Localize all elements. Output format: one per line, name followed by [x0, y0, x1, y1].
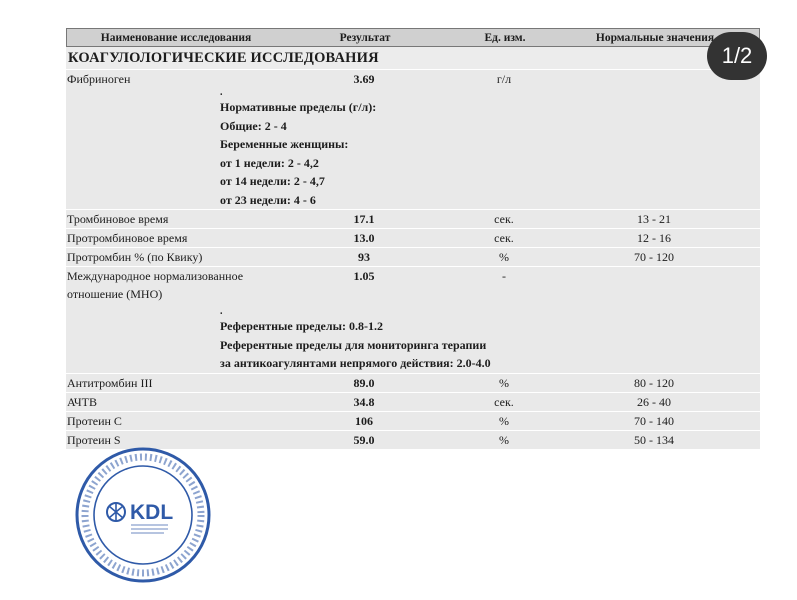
test-norm: 80 - 120	[634, 375, 674, 390]
test-value: 89.0	[353, 375, 375, 390]
test-unit: г/л	[496, 72, 512, 86]
table-row	[66, 70, 760, 88]
test-unit: %	[499, 250, 509, 264]
test-value: 17.1	[353, 212, 375, 226]
inr-block	[66, 267, 760, 373]
stamp-logo-text: KDL	[130, 501, 174, 524]
test-unit: %	[499, 413, 509, 428]
test-norm: 70 - 140	[634, 413, 674, 428]
test-norm: 50 - 134	[634, 432, 674, 447]
test-value: 1.05	[353, 269, 375, 283]
test-unit: сек.	[494, 231, 514, 245]
table-row	[66, 248, 760, 266]
table-row	[66, 374, 760, 392]
test-name: Международное нормализованное отношение (МНО)	[67, 269, 244, 301]
test-norm	[564, 267, 744, 303]
header-unit: Ед. изм.	[484, 31, 526, 44]
table-row	[66, 267, 760, 303]
note-line: за антикоагулянтами непрямого действия: 2.0-4.0	[220, 356, 491, 370]
note-dot: .	[220, 306, 223, 317]
test-name: Протромбиновое время	[67, 231, 188, 245]
test-name: Протеин S	[67, 432, 121, 447]
note-line: Беременные женщины:	[220, 137, 349, 151]
table-row	[66, 210, 760, 228]
stamp-subtitle-lines	[131, 525, 168, 533]
section-title: КОАГУЛОЛОГИЧЕСКИЕ ИССЛЕДОВАНИЯ	[66, 47, 760, 69]
note-line: Референтные пределы для мониторинга терапии	[220, 337, 487, 352]
table-header	[66, 28, 760, 47]
test-value: 3.69	[353, 72, 375, 86]
test-value: 34.8	[353, 394, 375, 409]
note-line: от 23 недели: 4 - 6	[220, 192, 316, 207]
test-norm: 70 - 120	[634, 250, 674, 264]
kdl-logo-icon	[107, 503, 125, 521]
test-unit: %	[499, 375, 509, 390]
test-value: 106	[355, 413, 373, 428]
inr-notes	[66, 317, 760, 373]
test-unit: %	[499, 432, 509, 447]
test-name: АЧТВ	[67, 394, 97, 409]
test-value: 93	[358, 250, 370, 264]
header-name: Наименование исследования	[100, 31, 252, 44]
test-norm: 13 - 21	[637, 212, 671, 226]
test-name: Протеин С	[67, 413, 122, 428]
table-row	[66, 229, 760, 247]
table-row	[66, 412, 760, 430]
note-line: Общие: 2 - 4	[220, 118, 287, 133]
note-line: от 14 недели: 2 - 4,7	[220, 174, 325, 188]
note-dot: .	[220, 87, 223, 98]
fibrinogen-block	[66, 70, 760, 209]
test-name: Тромбиновое время	[67, 212, 169, 226]
table-row	[66, 393, 760, 411]
lab-seal-stamp	[64, 440, 222, 590]
test-name: Антитромбин III	[67, 375, 153, 390]
test-unit: сек.	[494, 394, 514, 409]
test-name: Протромбин % (по Квику)	[67, 250, 203, 264]
header-norm: Нормальные значения	[595, 31, 715, 44]
note-line: Референтные пределы: 0.8-1.2	[220, 319, 383, 333]
test-norm: 12 - 16	[637, 231, 671, 245]
note-line: от 1 недели: 2 - 4,2	[220, 155, 319, 170]
test-value: 13.0	[353, 231, 375, 245]
test-norm: 26 - 40	[637, 394, 671, 409]
note-line: Нормативные пределы (г/л):	[220, 100, 377, 114]
fibrinogen-notes	[66, 98, 760, 209]
header-result: Результат	[339, 31, 391, 44]
test-unit: -	[502, 269, 506, 283]
page-counter[interactable]: 1/2	[707, 32, 767, 80]
lab-report	[66, 28, 760, 449]
test-name: Фибриноген	[67, 72, 131, 86]
test-value: 59.0	[353, 432, 375, 447]
test-unit: сек.	[494, 212, 514, 226]
